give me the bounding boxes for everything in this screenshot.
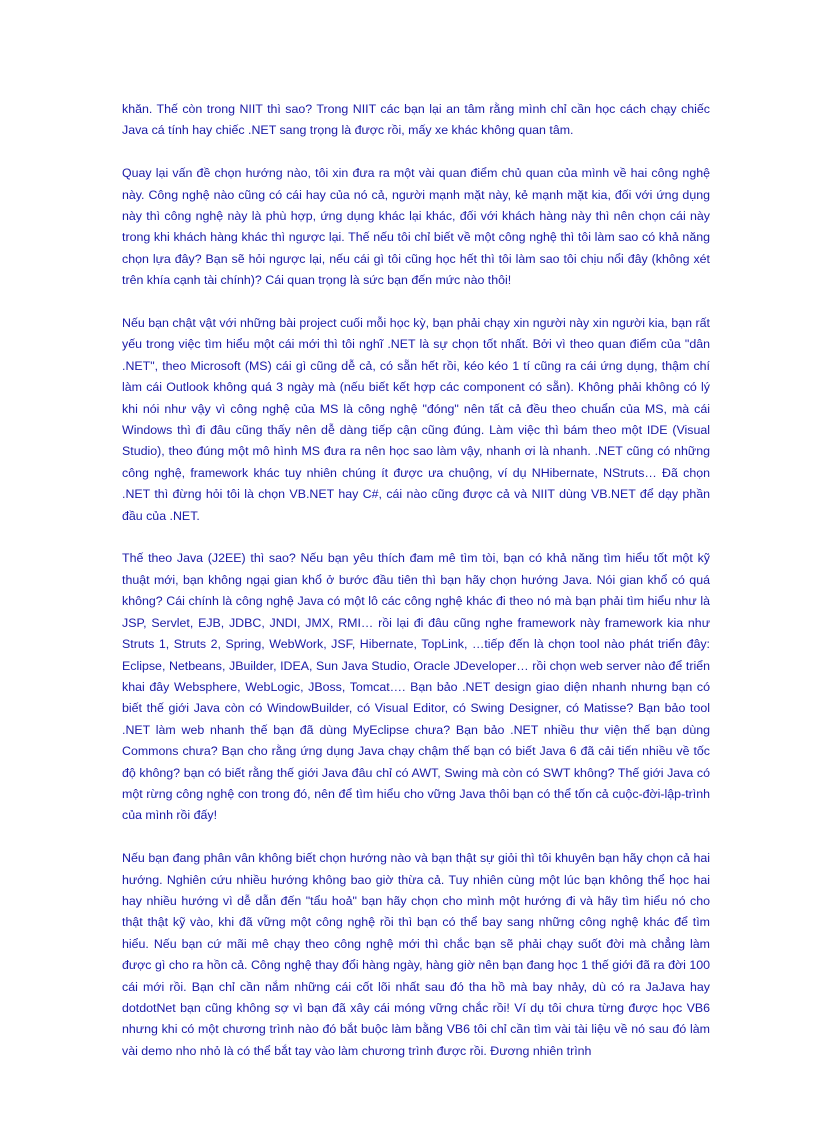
document-page [122, 99, 710, 1062]
paragraph-dotnet: Nếu bạn chật vật với những bài project cuối mỗi học kỳ, bạn phải chạy xin người này xin người kia, bạn rất yếu trong việc tìm hiểu một cái mới thì tôi nghĩ .NET là sự chọn tốt nhất. Bởi vì theo quan điểm của "dân .NET", theo Microsoft (MS) cái gì cũng dễ cả, có sẵn hết rồi, kéo kéo 1 tí cũng ra cái ứng dụng, thậm chí làm cái Outlook không quá 3 ngày mà (nếu biết kết hợp các component có sẵn). Không phải không có lý khi nói như vậy vì công nghệ của MS là công nghệ "đóng" nên tất cả đều theo chuẩn của MS, mà cái Windows thì đi đâu cũng thấy nên dễ dàng tiếp cận cũng đúng. Làm việc thì bám theo một IDE (Visual Studio), theo đúng một mô hình MS đưa ra nên học sao làm vậy, nhanh ơi là nhanh. .NET cũng có những công nghệ, framework khác tuy nhiên chúng ít được ưa chuộng, ví dụ NHibernate, NStruts… Đã chọn .NET thì đừng hỏi tôi là chọn VB.NET hay C#, cái nào cũng được cả và NIIT dùng VB.NET để dạy phần đầu của .NET. [122, 316, 710, 523]
paragraph-choosing-direction: Quay lại vấn đề chọn hướng nào, tôi xin đưa ra một vài quan điểm chủ quan của mình về hai công nghệ này. Công nghệ nào cũng có cái hay của nó cả, người mạnh mặt này, kẻ mạnh mặt kia, đối với ứng dụng này thì công nghệ này là phù hợp, ứng dụng khác lại khác, đối với khách hàng này thì nên chọn cái này trong khi khách hàng khác thì ngược lại. Thế nếu tôi chỉ biết về một công nghệ thì tôi làm sao có khả năng chọn lựa đây? Bạn sẽ hỏi ngược lại, nếu cái gì tôi cũng học hết thì tôi làm sao tôi chịu nổi đây (không xét trên khía cạnh tài chính)? Cái quan trọng là sức bạn đến mức nào thôi! [122, 166, 710, 288]
paragraph-java: Thế theo Java (J2EE) thì sao? Nếu bạn yêu thích đam mê tìm tòi, bạn có khả năng tìm hiểu tốt một kỹ thuật mới, bạn không ngại gian khổ ở bước đầu tiên thì bạn hãy chọn hướng Java. Nói gian khổ có quá không? Cái chính là công nghệ Java có một lô các công nghệ khác đi theo nó mà bạn phải tìm hiểu như là JSP, Servlet, EJB, JDBC, JNDI, JMX, RMI… rồi lại đi đâu cũng nghe framework này framework kia như Struts 1, Struts 2, Spring, WebWork, JSF, Hibernate, TopLink, …tiếp đến là chọn tool nào phát triển đây: Eclipse, Netbeans, JBuilder, IDEA, Sun Java Studio, Oracle JDeveloper… rồi chọn web server nào để triển khai đây Websphere, WebLogic, JBoss, Tomcat…. Bạn bảo .NET design giao diện nhanh nhưng bạn có biết thế giới Java còn có WindowBuilder, có Visual Editor, có Swing Designer, có Matisse? Bạn bảo tool .NET làm web nhanh thế bạn đã dùng MyEclipse chưa? Bạn bảo .NET nhiều thư viện thế bạn dùng Commons chưa? Bạn cho rằng ứng dụng Java chạy chậm thế bạn có biết Java 6 đã cải tiến nhiều về tốc độ không? bạn có biết rằng thế giới Java đâu chỉ có AWT, Swing mà còn có SWT không? Thế giới Java có một rừng công nghệ con trong đó, nên để tìm hiểu cho vững Java thôi bạn có thể tốn cả cuộc-đời-lập-trình của mình rồi đấy! [122, 551, 710, 823]
paragraph-intro-continuation: khăn. Thế còn trong NIIT thì sao? Trong NIIT các bạn lại an tâm rằng mình chỉ cần học cách chạy chiếc Java cá tính hay chiếc .NET sang trọng là được rồi, mấy xe khác không quan tâm. [122, 102, 710, 138]
paragraph-both-directions: Nếu bạn đang phân vân không biết chọn hướng nào và bạn thật sự giỏi thì tôi khuyên bạn hãy chọn cả hai hướng. Nghiên cứu nhiều hướng không bao giờ thừa cả. Tuy nhiên cùng một lúc bạn không thể học hai hay nhiều hướng vì dễ dẫn đến "tẩu hoả" bạn hãy chọn cho mình một hướng đi và hãy tìm hiểu nó cho thật thật kỹ vào, khi đã vững một công nghệ rồi thì bạn có thể bay sang những công nghệ khác để tìm hiểu. Nếu bạn cứ mãi mê chạy theo công nghệ mới thì chắc bạn sẽ phải chạy suốt đời mà chẳng làm được gì cho ra hồn cả. Công nghệ thay đổi hàng ngày, hàng giờ nên bạn đang học 1 thế giới đã ra đời 100 cái mới rồi. Bạn chỉ cần nắm những cái cốt lõi nhất sau đó tha hồ mà bay nhảy, dù có ra JaJava hay dotdotNet bạn cũng không sợ vì bạn đã xây cái móng vững chắc rồi! Ví dụ tôi chưa từng được học VB6 nhưng khi có một chương trình nào đó bắt buộc làm bằng VB6 tôi chỉ cần tìm vài tài liệu về nó sau đó làm vài demo nho nhỏ là có thể bắt tay vào làm chương trình được rồi. Đương nhiên trình [122, 851, 710, 1058]
